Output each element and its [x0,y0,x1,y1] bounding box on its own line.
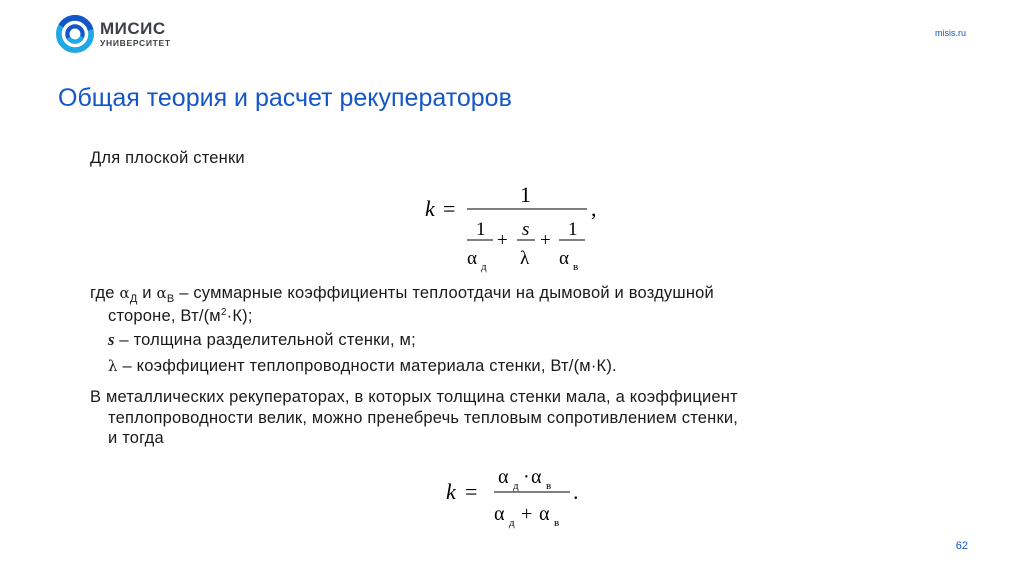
where-rest: – суммарные коэффициенты теплоотдачи на дымовой и воздушной [179,284,714,302]
formula2-den-alpha-d: α [494,503,505,525]
lambda-description: – коэффициент теплопроводности материала стенки, Вт/(м·К). [117,357,617,375]
paragraph-line-1: В металлических рекуператорах, в которых толщина стенки мала, а коэффициент [90,388,738,406]
formula1-trail: , [591,196,597,221]
formula1-numerator: 1 [520,182,531,207]
alpha-v-subscript: В [166,293,175,305]
formula-simplified-coefficient [438,456,598,538]
formula1-lhs: k [425,196,435,221]
lambda-definition [108,356,617,376]
formula2-num-sub-v: в [546,480,552,492]
slide-title: Общая теория и расчет рекуператоров [58,84,512,112]
logo-subtitle: УНИВЕРСИТЕТ [100,38,171,49]
formula1-sub-d: д [481,261,487,273]
alpha-d-symbol: α [119,284,130,302]
logo-name: МИСИС [100,19,166,39]
formula2-trail: . [573,479,579,504]
formula2-dot: · [523,466,530,488]
s-description: – толщина разделительной стенки, м; [114,331,416,349]
formula1-one-a: 1 [476,219,486,240]
where-prefix: где [90,284,115,302]
formula2-den-alpha-v: α [539,503,550,525]
paragraph-line-3: и тогда [108,429,164,447]
s-symbol: s [108,330,115,349]
units-superscript: 2 [220,307,227,318]
formula-heat-transfer-coefficient [415,172,615,282]
formula2-den-sub-d: д [509,517,515,529]
formula1-s: s [522,219,530,240]
formula1-plus2: + [540,230,551,251]
alpha-v-symbol: α [156,284,167,302]
university-logo [56,12,171,56]
formula1-sub-v: в [573,261,579,273]
misis-logo-icon [56,15,94,53]
formula1-alpha-d: α [467,248,477,269]
formula2-num-alpha-v: α [531,466,542,488]
formula1-eq: = [443,196,456,221]
formula2-num-sub-d: д [513,480,519,492]
formula1-plus1: + [497,230,508,251]
s-definition [108,330,416,350]
intro-text: Для плоской стенки [90,149,245,167]
where-and: и [142,284,152,302]
formula2-eq: = [465,479,478,504]
units-end: ·К); [226,307,253,325]
page-number: 62 [955,540,968,552]
formula2-den-sub-v: в [554,517,560,529]
site-link[interactable]: misis.ru [935,28,966,38]
formula2-plus: + [521,503,533,525]
alpha-d-subscript: Д [129,293,138,305]
formula2-lhs: k [446,479,456,504]
where-line-2 [108,303,253,326]
lambda-symbol: λ [108,357,118,375]
units-text: стороне, Вт/(м [108,307,221,325]
formula1-lambda: λ [520,248,530,269]
formula2-num-alpha-d: α [498,466,509,488]
formula1-alpha-v: α [559,248,569,269]
paragraph-line-2: теплопроводности велик, можно пренебречь тепловым сопротивлением стенки, [108,409,739,427]
formula1-one-b: 1 [568,219,578,240]
